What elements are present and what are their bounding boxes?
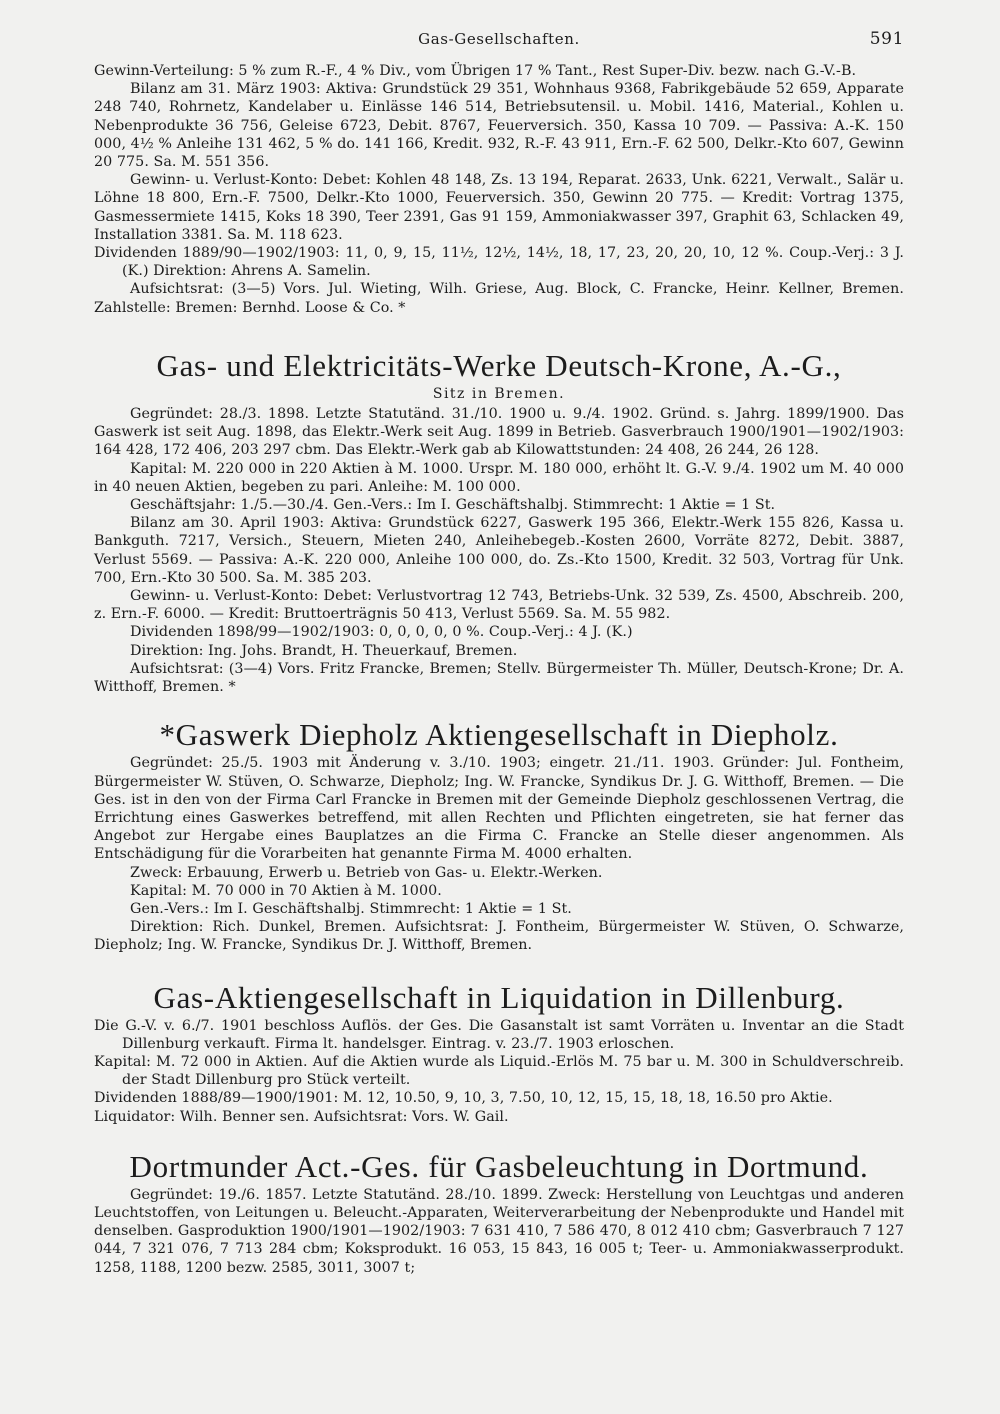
page: [94, 30, 904, 1277]
kapital: Kapital: M. 70 000 in 70 Aktien à M. 1000.: [130, 882, 442, 899]
liquidator: Liquidator: Wilh. Benner sen. Aufsichtsrat: Vors. W. Gail.: [94, 1108, 509, 1125]
kapital: Kapital: M. 220 000 in 220 Aktien à M. 1000. Urspr. M. 180 000, erhöht lt. G.-V. 9./4. 1902 um M. 40 000 in 40 neuen Aktien, begeben zu pari. Anleihe: M. 100 000.: [94, 460, 904, 495]
running-title: Gas-Gesellschaften.: [418, 30, 580, 48]
entry-title: Dortmunder Act.-Ges. für Gasbeleuchtung in Dortmund.: [129, 1148, 869, 1184]
gen-vers: Gen.-Vers.: Im I. Geschäftshalbj. Stimmrecht: 1 Aktie = 1 St.: [130, 900, 572, 917]
entry-deutsch-krone: [94, 347, 904, 696]
zweck: Zweck: Erbauung, Erwerb u. Betrieb von Gas- u. Elektr.-Werken.: [130, 864, 603, 881]
direktion: Direktion: Ing. Johs. Brandt, H. Theuerkauf, Bremen.: [130, 642, 518, 659]
aufloesung: Die G.-V. v. 6./7. 1901 beschloss Auflös. der Ges. Die Gasanstalt ist samt Vorräten u. Inventar an die Stadt Dillenburg verkauft. Firma lt. handelsger. Eintrag. v. 23./7. 1903 erloschen.: [94, 1017, 904, 1052]
page-number: 591: [869, 29, 904, 49]
entry-dillenburg: [94, 979, 904, 1126]
aufsichtsrat: Aufsichtsrat: (3—5) Vors. Jul. Wieting, Wilh. Griese, Aug. Block, C. Francke, Heinr. Kellner, Bremen. Zahlstelle: Bremen: Bernhd. Loose & Co. *: [94, 281, 904, 316]
gewinn-verteilung: Gewinn-Verteilung: 5 % zum R.-F., 4 % Div., vom Übrigen 17 % Tant., Rest Super-Div. bezw. nach G.-V.-B.: [94, 63, 857, 79]
dividenden: Dividenden 1898/99—1902/1903: 0, 0, 0, 0, 0 %. Coup.-Verj.: 4 J. (K.): [130, 624, 633, 641]
gegruendet: Gegründet: 19./6. 1857. Letzte Statutänd. 28./10. 1899. Zweck: Herstellung von Leuchtgas und anderen Leuchtstoffen, von Leitungen u. Beleucht.-Apparaten, Weiterverarbeitung der Nebenprodukte und Handel mit denselben. Gasproduktion 1900/1901—1902/1903: 7 631 410, 7 586 470, 8 012 410 cbm; Gasverbrauch 7 127 044, 7 321 076, 7 713 284 cbm; Koksprodukt. 16 053, 15 843, 16 005 t; Teer- u. Ammoniakwasserprodukt. 1258, 1188, 1200 bezw. 2585, 3011, 3007 t;: [94, 1186, 904, 1276]
gewinn-verlust-konto: Gewinn- u. Verlust-Konto: Debet: Verlustvortrag 12 743, Betriebs-Unk. 32 539, Zs. 4500, Abschreib. 200, z. Ern.-F. 6000. — Kredit: Bruttoerträgnis 50 413, Verlust 5569. Sa. M. 55 982.: [94, 588, 904, 623]
gegruendet: Gegründet: 28./3. 1898. Letzte Statutänd. 31./10. 1900 u. 9./4. 1902. Gründ. s. Jahrg. 1899/1900. Das Gaswerk ist seit Aug. 1898, das Elektr.-Werk seit Aug. 1899 in Betrieb. Gasverbrauch 1900/1901—1902/1903: 164 428, 172 406, 203 297 cbm. Das Elektr.-Werk gab ab Kilowattstunden: 24 408, 26 244, 26 128.: [94, 406, 904, 459]
entry-dortmund: [94, 1148, 904, 1277]
gegruendet: Gegründet: 25./5. 1903 mit Änderung v. 3./10. 1903; eingetr. 21./11. 1903. Gründer: Jul. Fontheim, Bürgermeister W. Stüven, O. Schwarze, Diepholz; Ing. W. Francke, Syndikus Dr. J. G. Witthoff, Bremen. — Die Ges. ist in den von der Firma Carl Francke in Bremen mit der Gemeinde Diepholz geschlossenen Vertrag, die Errichtung eines Gaswerkes betreffend, mit allen Rechten und Pflichten eingetreten, sie hat ferner das Angebot zur Hergabe eines Bauplatzes an die Firma C. Francke an Stelle dieser angenommen. Als Entschädigung für die Vorarbeiten hat genannte Firma M. 4000 erhalten.: [94, 755, 904, 863]
dividenden: Dividenden 1889/90—1902/1903: 11, 0, 9, 15, 11½, 12½, 14½, 18, 17, 23, 20, 20, 10, 12 %. Coup.-Verj.: 3 J. (K.) Direktion: Ahrens A. Samelin.: [94, 245, 904, 280]
entry-previous-continued: [94, 62, 904, 317]
aufsichtsrat: Aufsichtsrat: (3—4) Vors. Fritz Francke, Bremen; Stellv. Bürgermeister Th. Müller, Deutsch-Krone; Dr. A. Witthoff, Bremen. *: [94, 660, 904, 696]
gewinn-verlust-konto: Gewinn- u. Verlust-Konto: Debet: Kohlen 48 148, Zs. 13 194, Reparat. 2633, Unk. 6221, Verwalt., Salär u. Löhne 18 800, Ern.-F. 7500, Delkr.-Kto 1000, Feuerversich. 350, Gewinn 20 775. — Kredit: Vortrag 1375, Gasmessermiete 1415, Koks 18 390, Teer 2391, Gas 91 159, Ammoniakwasser 397, Graphit 63, Schlacken 49, Installation 3381. Sa. M. 118 623.: [94, 172, 904, 243]
bilanz: Bilanz am 31. März 1903: Aktiva: Grundstück 29 351, Wohnhaus 9368, Fabrikgebäude 52 659, Apparate 248 740, Rohrnetz, Kandelaber u. Einlässe 146 514, Betriebsutensil. u. Mobil. 1416, Material., Kohlen u. Nebenprodukte 36 756, Geleise 6723, Debit. 8767, Feuerversich. 350, Kassa 10 709. — Passiva: A.-K. 150 000, 4½ % Anleihe 131 462, 5 % do. 141 166, Kredit. 932, R.-F. 43 911, Ern.-F. 62 500, Delkr.-Kto 607, Gewinn 20 775. Sa. M. 551 356.: [94, 81, 904, 171]
entry-title: *Gaswerk Diepholz Aktiengesellschaft in Diepholz.: [159, 717, 839, 753]
geschaeftsjahr: Geschäftsjahr: 1./5.—30./4. Gen.-Vers.: Im I. Geschäftshalbj. Stimmrecht: 1 Aktie = 1 St.: [130, 497, 776, 514]
running-header: [94, 30, 904, 62]
entry-diepholz: [94, 716, 904, 954]
entry-title: Gas-Aktiengesellschaft in Liquidation in Dillenburg.: [153, 979, 845, 1015]
entry-title: Gas- und Elektricitäts-Werke Deutsch-Krone, A.-G.,: [156, 347, 842, 383]
direktion: Direktion: Rich. Dunkel, Bremen. Aufsichtsrat: J. Fontheim, Bürgermeister W. Stüven, O. Schwarze, Diepholz; Ing. W. Francke, Syndikus Dr. J. Witthoff, Bremen.: [94, 919, 904, 954]
kapital: Kapital: M. 72 000 in Aktien. Auf die Aktien wurde als Liquid.-Erlös M. 75 bar u. M. 300 in Schuldverschreib. der Stadt Dillenburg pro Stück verteilt.: [94, 1053, 904, 1089]
entry-seat: Sitz in Bremen.: [432, 385, 566, 402]
bilanz: Bilanz am 30. April 1903: Aktiva: Grundstück 6227, Gaswerk 195 366, Elektr.-Werk 155 826, Kassa u. Bankguth. 7217, Versich., Steuern, Mieten 240, Anleihebegeb.-Kosten 2600, Vorräte 8272, Debit. 3887, Verlust 5569. — Passiva: A.-K. 220 000, Anleihe 100 000, do. Zs.-Kto 1500, Kredit. 32 503, Vortrag für Unk. 700, Ern.-Kto 30 500. Sa. M. 385 203.: [94, 515, 904, 586]
dividenden: Dividenden 1888/89—1900/1901: M. 12, 10.50, 9, 10, 3, 7.50, 10, 12, 15, 15, 18, 18, 16.50 pro Aktie.: [94, 1090, 833, 1107]
